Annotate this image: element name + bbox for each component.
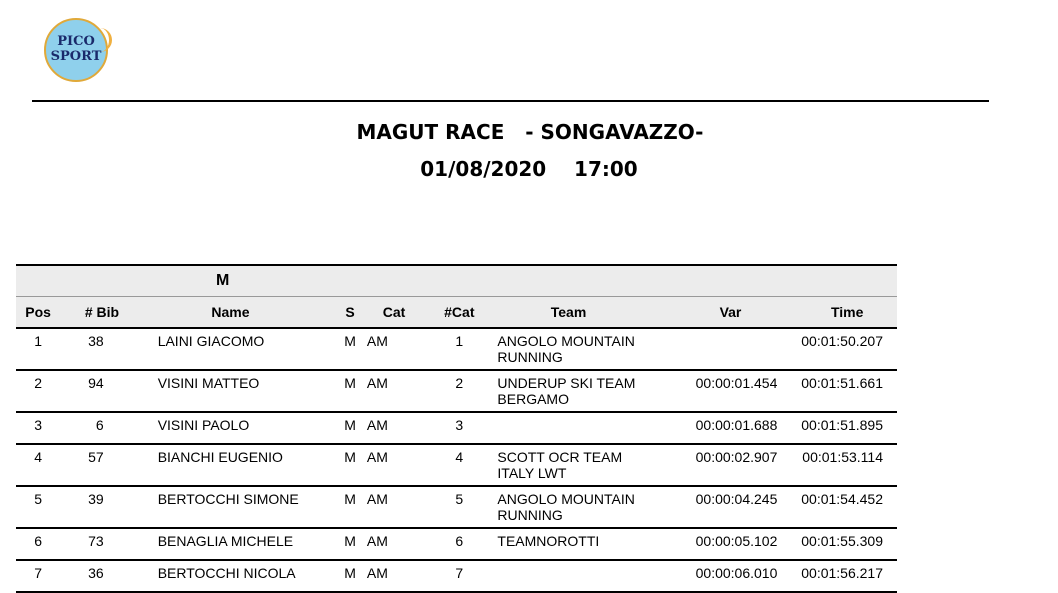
cell-cat: AM	[363, 370, 425, 412]
group-label: M	[16, 265, 897, 297]
cell-cat-rank: 3	[425, 412, 493, 444]
cell-pos: 2	[16, 370, 60, 412]
cell-cat: AM	[363, 528, 425, 560]
cell-sex: M	[337, 560, 363, 592]
cell-pos: 1	[16, 328, 60, 370]
cell-pos: 5	[16, 486, 60, 528]
cell-var: 00:00:04.245	[644, 486, 778, 528]
cell-bib: 6	[60, 412, 123, 444]
cell-var: 00:00:01.688	[644, 412, 778, 444]
cell-team	[493, 412, 643, 444]
cell-time: 00:01:51.661	[777, 370, 897, 412]
cell-bib: 38	[60, 328, 123, 370]
table-row	[16, 328, 897, 370]
team-line-1: UNDERUP SKI TEAM	[497, 375, 636, 391]
cell-var	[644, 328, 778, 370]
race-title: MAGUT RACE - SONGAVAZZO-	[356, 120, 704, 144]
team-line-1: TEAMNOROTTI	[497, 533, 600, 549]
cell-bib: 39	[60, 486, 123, 528]
column-header-row	[16, 297, 897, 329]
cell-cat-rank: 6	[425, 528, 493, 560]
cell-sex: M	[337, 412, 363, 444]
cell-pos: 7	[16, 560, 60, 592]
cell-time: 00:01:56.217	[777, 560, 897, 592]
col-header-time: Time	[777, 297, 897, 329]
cell-team	[493, 370, 643, 412]
cell-bib: 73	[60, 528, 123, 560]
cell-name: VISINI MATTEO	[124, 370, 338, 412]
col-header-cat: Cat	[363, 297, 425, 329]
cell-team	[493, 560, 643, 592]
cell-name: VISINI PAOLO	[124, 412, 338, 444]
logo-text-line1: PICO	[57, 34, 95, 49]
table-row	[16, 444, 897, 486]
cell-sex: M	[337, 486, 363, 528]
cell-cat: AM	[363, 444, 425, 486]
cell-var: 00:00:02.907	[644, 444, 778, 486]
logo-text-line2: SPORT	[50, 49, 102, 64]
cell-pos: 3	[16, 412, 60, 444]
cell-bib: 94	[60, 370, 123, 412]
cell-bib: 57	[60, 444, 123, 486]
table-row	[16, 560, 897, 592]
cell-sex: M	[337, 444, 363, 486]
cell-time: 00:01:51.895	[777, 412, 897, 444]
cell-team	[493, 328, 643, 370]
group-row	[16, 265, 897, 297]
cell-time: 00:01:55.309	[777, 528, 897, 560]
team-line-1: SCOTT OCR TEAM	[497, 449, 623, 465]
header-rule	[32, 100, 989, 102]
cell-cat-rank: 4	[425, 444, 493, 486]
cell-sex: M	[337, 528, 363, 560]
cell-bib: 36	[60, 560, 123, 592]
table-row	[16, 528, 897, 560]
table-row	[16, 412, 897, 444]
cell-pos: 6	[16, 528, 60, 560]
team-line-2: ITALY LWT	[497, 465, 567, 481]
cell-name: BERTOCCHI NICOLA	[124, 560, 338, 592]
cell-team	[493, 444, 643, 486]
table-row	[16, 370, 897, 412]
cell-cat-rank: 2	[425, 370, 493, 412]
cell-name: BERTOCCHI SIMONE	[124, 486, 338, 528]
col-header-team: Team	[493, 297, 643, 329]
cell-time: 00:01:54.452	[777, 486, 897, 528]
col-header-cat-rank: #Cat	[425, 297, 493, 329]
team-line-1: ANGOLO MOUNTAIN	[497, 333, 635, 349]
team-line-2: RUNNING	[497, 349, 563, 365]
cell-pos: 4	[16, 444, 60, 486]
cell-team	[493, 528, 643, 560]
cell-team	[493, 486, 643, 528]
cell-var: 00:00:05.102	[644, 528, 778, 560]
cell-cat: AM	[363, 560, 425, 592]
cell-cat: AM	[363, 328, 425, 370]
team-line-2: RUNNING	[497, 507, 563, 523]
team-line-2: BERGAMO	[497, 391, 569, 407]
col-header-bib: # Bib	[60, 297, 123, 329]
cell-sex: M	[337, 328, 363, 370]
col-header-sex: S	[337, 297, 363, 329]
cell-name: BIANCHI EUGENIO	[124, 444, 338, 486]
cell-time: 00:01:53.114	[777, 444, 897, 486]
cell-cat-rank: 7	[425, 560, 493, 592]
cell-var: 00:00:01.454	[644, 370, 778, 412]
pico-sport-logo	[44, 18, 112, 86]
cell-sex: M	[337, 370, 363, 412]
results-table	[16, 264, 897, 593]
cell-var: 00:00:06.010	[644, 560, 778, 592]
team-line-1: ANGOLO MOUNTAIN	[497, 491, 635, 507]
race-datetime: 01/08/2020 17:00	[420, 157, 638, 181]
col-header-name: Name	[124, 297, 338, 329]
col-header-pos: Pos	[16, 297, 60, 329]
cell-cat-rank: 5	[425, 486, 493, 528]
table-row	[16, 486, 897, 528]
cell-cat: AM	[363, 486, 425, 528]
cell-time: 00:01:50.207	[777, 328, 897, 370]
cell-name: LAINI GIACOMO	[124, 328, 338, 370]
cell-cat-rank: 1	[425, 328, 493, 370]
col-header-var: Var	[644, 297, 778, 329]
cell-name: BENAGLIA MICHELE	[124, 528, 338, 560]
cell-cat: AM	[363, 412, 425, 444]
